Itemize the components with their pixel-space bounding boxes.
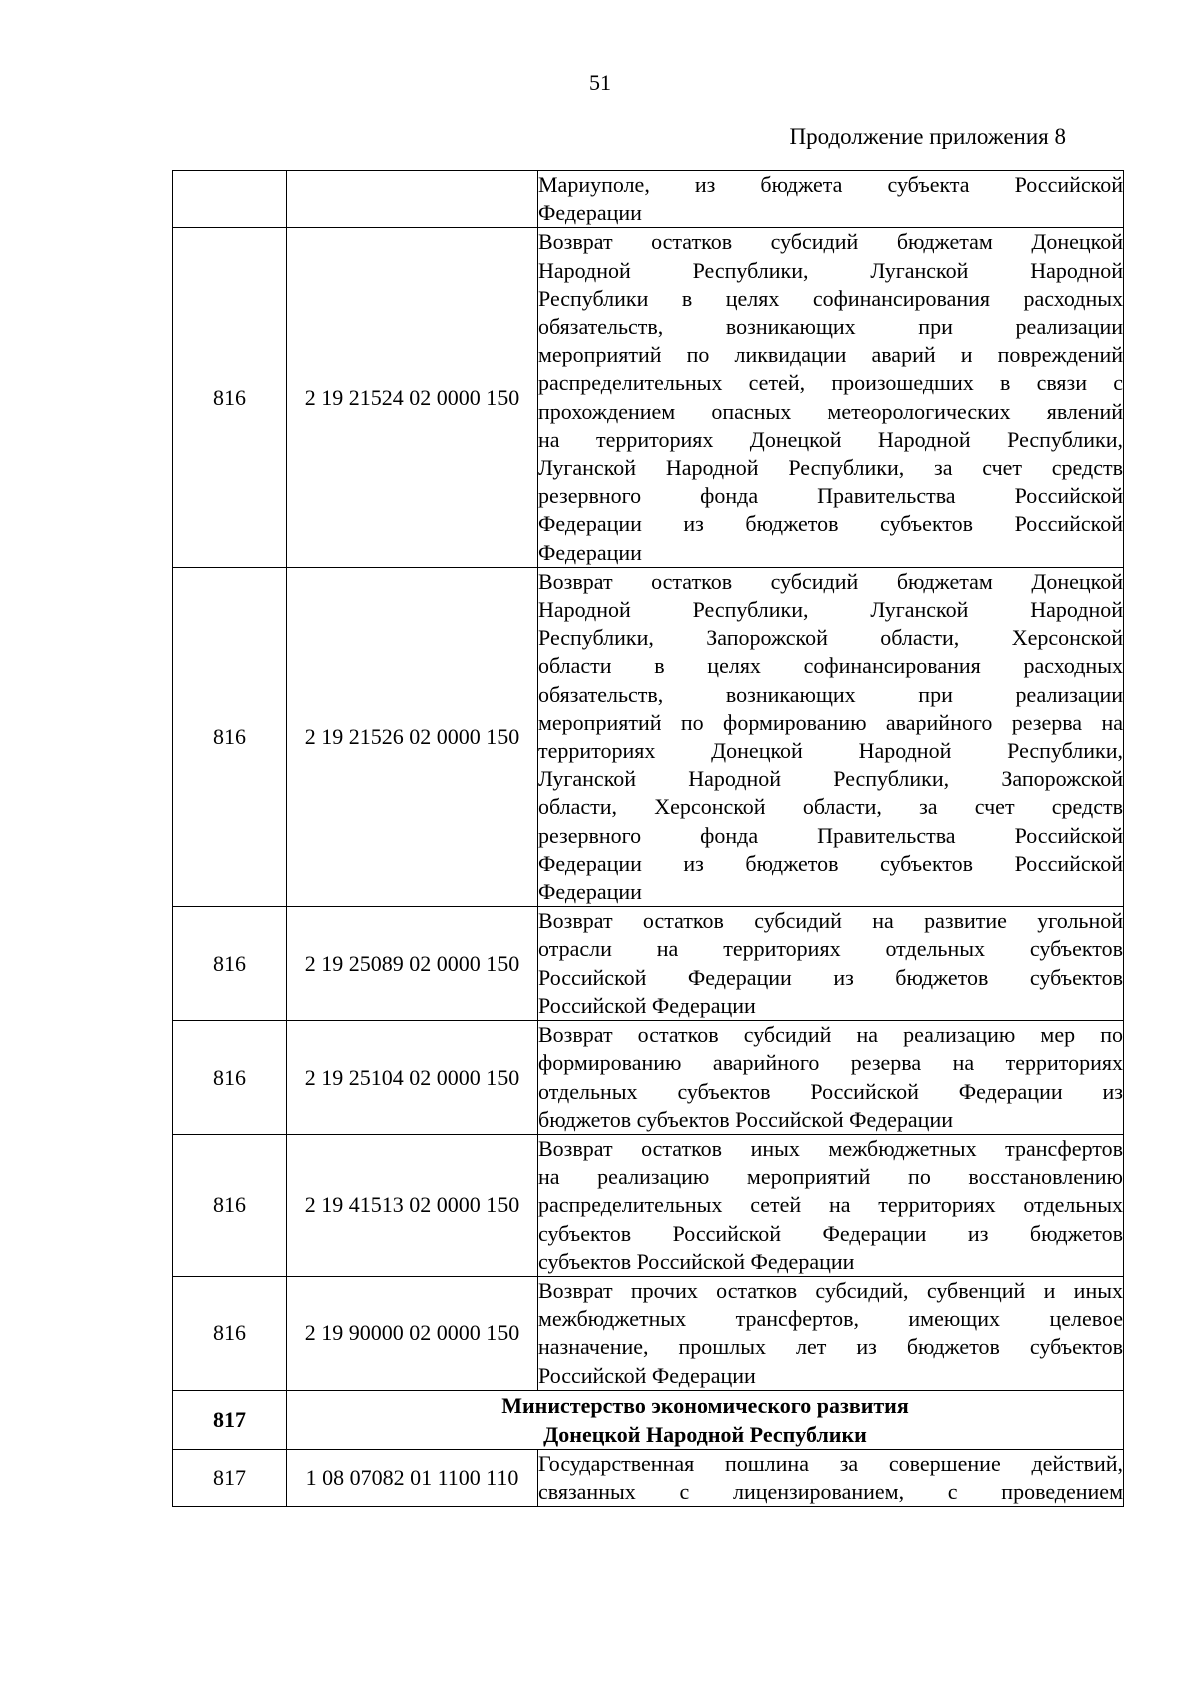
description-line: распределительных сетей на территориях отдельных: [538, 1192, 1123, 1218]
description-line: мероприятий по формированию аварийного резерва на: [538, 709, 1123, 735]
description-line: Народной Республики, Луганской Народной: [538, 257, 1123, 283]
description-line: резервного фонда Правительства Российской: [538, 822, 1123, 848]
description-line: Возврат остатков субсидий бюджетам Донецкой: [538, 568, 1123, 594]
description-line: субъектов Российской Федерации из бюджетов: [538, 1220, 1123, 1246]
description-line: связанных с лицензированием, с проведением: [538, 1478, 1123, 1504]
description-cell: [538, 1134, 1124, 1276]
description-line: Возврат остатков субсидий на реализацию мер по: [538, 1022, 1123, 1048]
budget-code-cell: 2 19 25089 02 0000 150: [287, 907, 538, 1021]
budget-code-cell: 2 19 25104 02 0000 150: [287, 1021, 538, 1135]
description-line: Возврат остатков субсидий бюджетам Донецкой: [538, 229, 1123, 255]
budget-code-cell: 2 19 21524 02 0000 150: [287, 228, 538, 567]
budget-code-cell: [287, 171, 538, 228]
description-cell: [538, 1021, 1124, 1135]
description-line: Федерации из бюджетов субъектов Российской: [538, 511, 1123, 537]
table-row: [173, 1134, 1124, 1276]
description-cell: [538, 171, 1124, 228]
description-line: отрасли на территориях отдельных субъектов: [538, 936, 1123, 962]
description-line: резервного фонда Правительства Российской: [538, 483, 1123, 509]
table-row: [173, 1021, 1124, 1135]
table-row: [173, 907, 1124, 1021]
section-heading-line: Министерство экономического развития: [501, 1392, 909, 1418]
description-line: бюджетов субъектов Российской Федерации: [538, 1106, 953, 1132]
budget-code-cell: 2 19 41513 02 0000 150: [287, 1134, 538, 1276]
admin-code-cell: 816: [173, 1134, 287, 1276]
section-admin-code: 817: [173, 1390, 287, 1449]
page-number: 51: [589, 70, 611, 95]
description-cell: [538, 567, 1124, 906]
description-line: Мариуполе, из бюджета субъекта Российской: [538, 172, 1123, 197]
description-cell: [538, 228, 1124, 567]
description-line: Народной Республики, Луганской Народной: [538, 597, 1123, 623]
description-line: мероприятий по ликвидации аварий и повреждений: [538, 342, 1123, 368]
description-line: назначение, прошлых лет из бюджетов субъектов: [538, 1334, 1123, 1360]
admin-code-cell: 816: [173, 228, 287, 567]
description-line: Российской Федерации из бюджетов субъектов: [538, 964, 1123, 990]
table-row: [173, 171, 1124, 228]
description-line: отдельных субъектов Российской Федерации из: [538, 1078, 1123, 1104]
description-line: на территориях Донецкой Народной Республики,: [538, 426, 1123, 452]
description-line: субъектов Российской Федерации: [538, 1248, 855, 1274]
description-cell: [538, 1276, 1124, 1390]
description-line: Федерации из бюджетов субъектов Российской: [538, 850, 1123, 876]
description-line: на реализацию мероприятий по восстановлению: [538, 1164, 1123, 1190]
table-body: [173, 171, 1124, 1507]
admin-code-cell: 817: [173, 1449, 287, 1506]
continuation-label: Продолжение приложения 8: [789, 124, 1066, 149]
revenue-classification-table: [172, 170, 1124, 1507]
admin-code-cell: [173, 171, 287, 228]
table-row: [173, 1276, 1124, 1390]
description-line: Российской Федерации: [538, 992, 756, 1018]
budget-code-cell: 2 19 21526 02 0000 150: [287, 567, 538, 906]
admin-code-cell: 816: [173, 907, 287, 1021]
description-cell: [538, 907, 1124, 1021]
budget-code-cell: 2 19 90000 02 0000 150: [287, 1276, 538, 1390]
table-row: [173, 228, 1124, 567]
description-line: территориях Донецкой Народной Республики,: [538, 738, 1123, 764]
table-row: [173, 1449, 1124, 1506]
description-line: Республики, Запорожской области, Херсонской: [538, 625, 1123, 651]
description-line: Федерации: [538, 879, 642, 905]
description-line: межбюджетных трансфертов, имеющих целевое: [538, 1306, 1123, 1332]
description-line: Федерации: [538, 200, 642, 226]
description-line: Возврат прочих остатков субсидий, субвенций и иных: [538, 1277, 1123, 1303]
description-line: Российской Федерации: [538, 1362, 756, 1388]
description-line: прохождением опасных метеорологических явлений: [538, 398, 1123, 424]
description-line: Луганской Народной Республики, за счет средств: [538, 455, 1123, 481]
description-line: области, Херсонской области, за счет средств: [538, 794, 1123, 820]
description-line: области в целях софинансирования расходных: [538, 653, 1123, 679]
description-cell: [538, 1449, 1124, 1506]
description-line: распределительных сетей, произошедших в связи с: [538, 370, 1123, 396]
admin-code-cell: 816: [173, 1276, 287, 1390]
description-line: Возврат остатков субсидий на развитие угольной: [538, 908, 1123, 934]
description-line: Государственная пошлина за совершение действий,: [538, 1450, 1123, 1476]
description-line: Республики в целях софинансирования расходных: [538, 285, 1123, 311]
section-heading-line: Донецкой Народной Республики: [543, 1421, 867, 1447]
admin-code-cell: 816: [173, 1021, 287, 1135]
description-line: Федерации: [538, 539, 642, 565]
section-heading: [287, 1390, 1124, 1449]
section-heading-row: [173, 1390, 1124, 1449]
table-row: [173, 567, 1124, 906]
description-line: обязательств, возникающих при реализации: [538, 681, 1123, 707]
description-line: формированию аварийного резерва на территориях: [538, 1050, 1123, 1076]
admin-code-cell: 816: [173, 567, 287, 906]
budget-code-cell: 1 08 07082 01 1100 110: [287, 1449, 538, 1506]
description-line: Луганской Народной Республики, Запорожской: [538, 766, 1123, 792]
description-line: обязательств, возникающих при реализации: [538, 314, 1123, 340]
description-line: Возврат остатков иных межбюджетных трансфертов: [538, 1135, 1123, 1161]
